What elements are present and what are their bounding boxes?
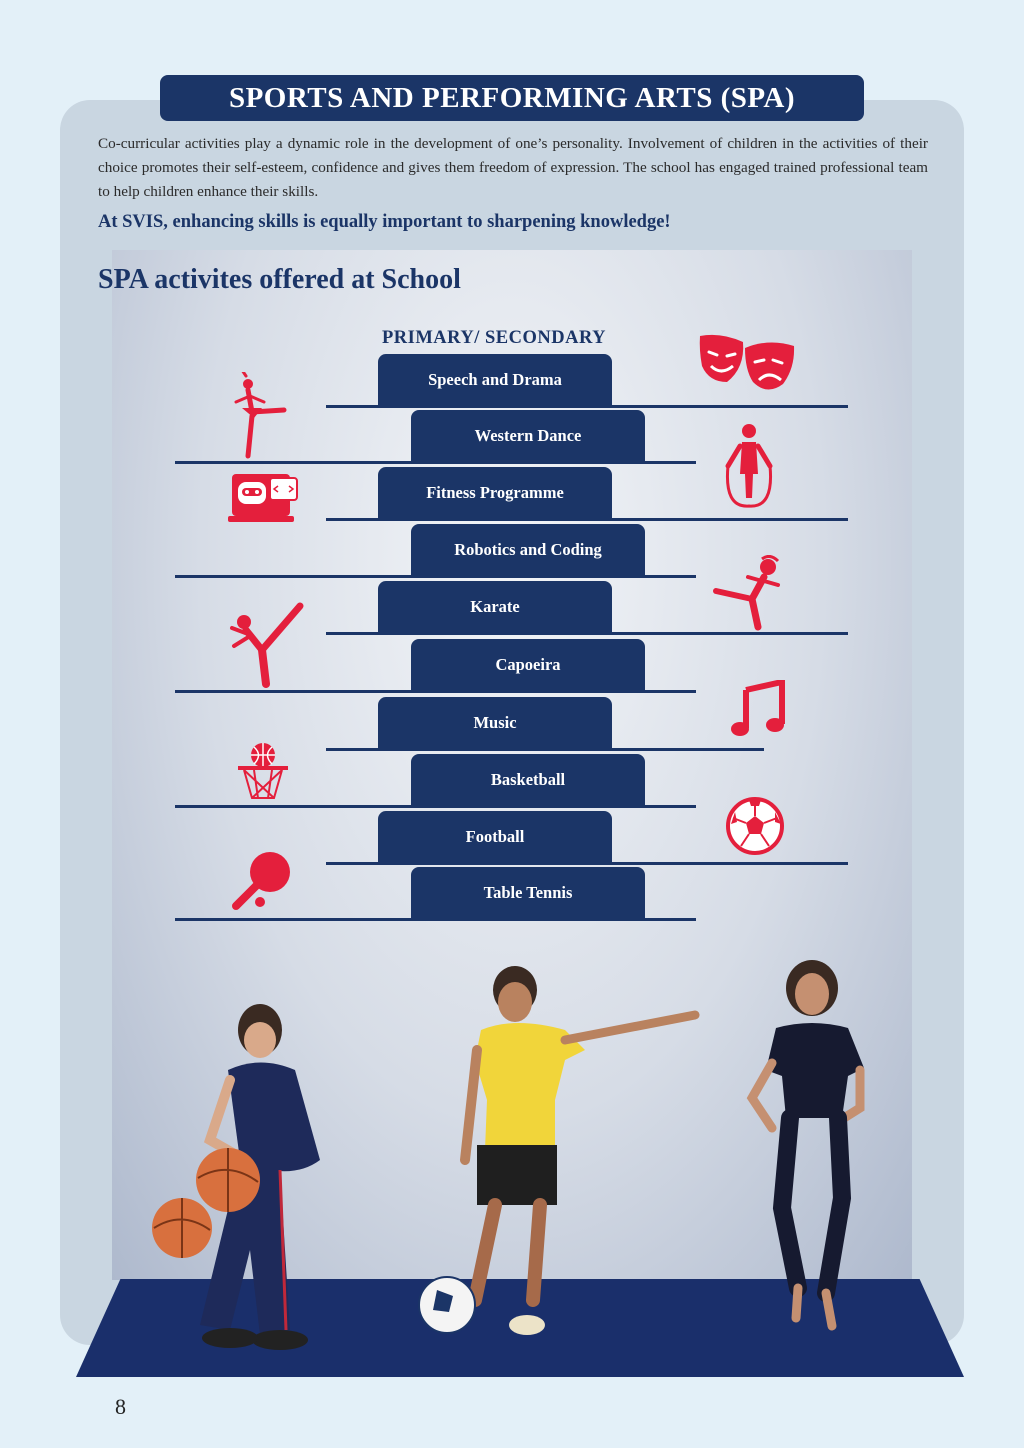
ballet-dancer-icon: [228, 372, 292, 460]
student-dribbling-basketball: [150, 1000, 380, 1355]
page-title: SPORTS AND PERFORMING ARTS (SPA): [160, 75, 864, 121]
music-note-icon: [730, 680, 786, 738]
robot-laptop-icon: [228, 472, 300, 524]
activity-basketball: Basketball: [411, 754, 645, 806]
basketball-hoop-icon: [236, 742, 290, 802]
activity-table-tennis: Table Tennis: [411, 867, 645, 919]
activity-music: Music: [378, 697, 612, 749]
activities-heading: SPA activites offered at School: [98, 264, 461, 295]
activity-capoeira: Capoeira: [411, 639, 645, 691]
student-with-football: [415, 960, 705, 1340]
tagline: At SVIS, enhancing skills is equally important to sharpening knowledge!: [98, 212, 671, 232]
level-label: PRIMARY/ SECONDARY: [381, 328, 607, 348]
soccer-ball-icon: [725, 796, 785, 856]
skipping-rope-icon: [722, 422, 776, 510]
student-running: [742, 958, 877, 1338]
activity-speech-and-drama: Speech and Drama: [378, 354, 612, 406]
activity-football: Football: [378, 811, 612, 863]
martial-arts-kick-icon: [712, 555, 784, 631]
activity-western-dance: Western Dance: [411, 410, 645, 462]
intro-paragraph: Co-curricular activities play a dynamic role in the development of one’s personality. Involvement of children in the activities of their choice promotes their self-esteem, confidence and gives them freedom of expression. The school has engaged trained professional team to help children enhance their skills.: [98, 135, 928, 200]
high-kick-icon: [228, 602, 304, 688]
drama-masks-icon: [697, 330, 797, 398]
activity-fitness-programme: Fitness Programme: [378, 467, 612, 519]
page-number: 8: [115, 1394, 126, 1419]
activity-karate: Karate: [378, 581, 612, 633]
activity-robotics-and-coding: Robotics and Coding: [411, 524, 645, 576]
table-tennis-paddle-icon: [230, 850, 294, 912]
